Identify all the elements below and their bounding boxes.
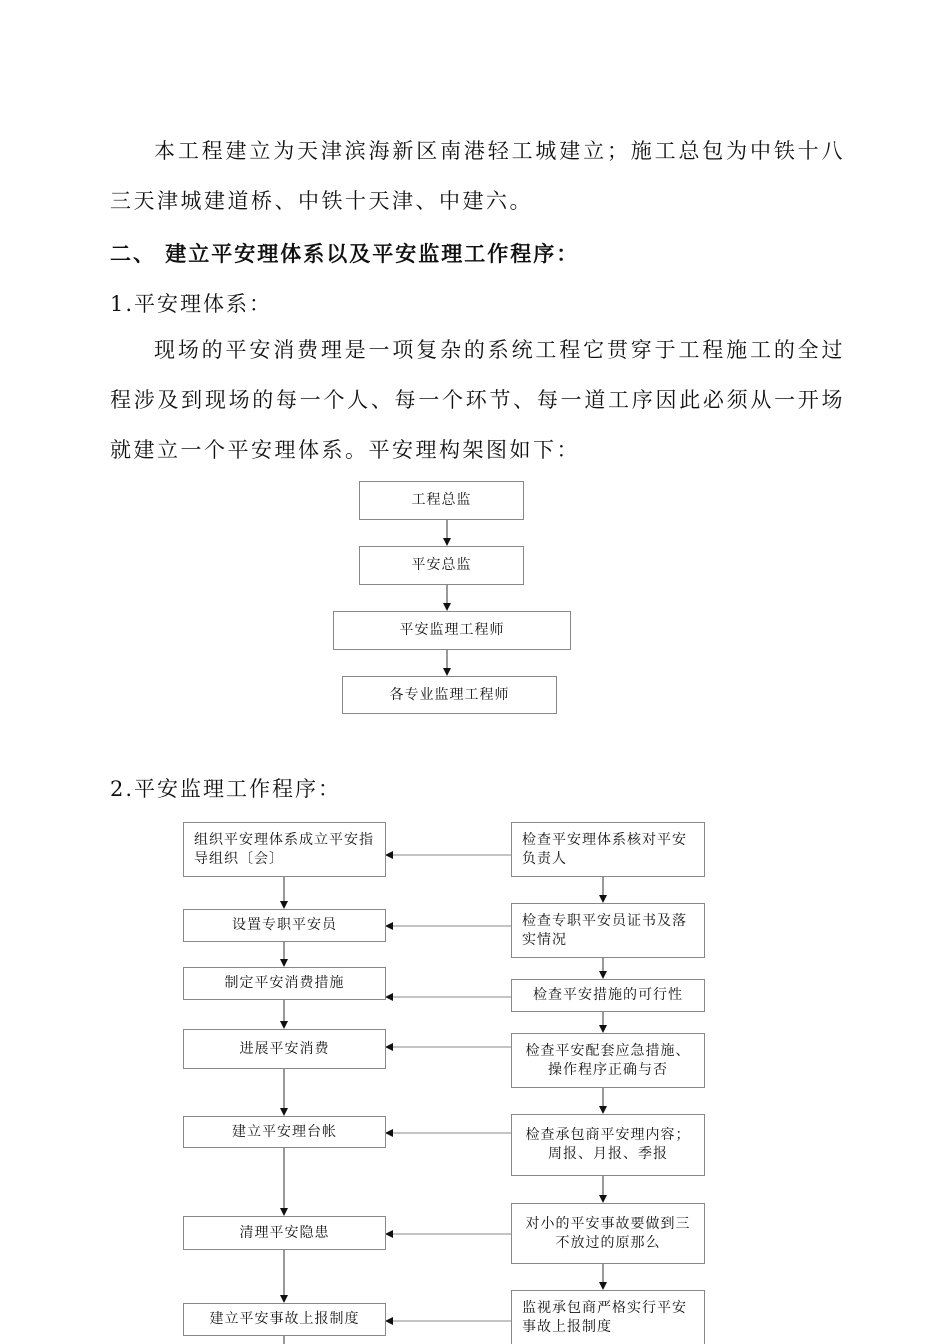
right-check-1: 检查平安理体系核对平安负责人: [511, 822, 705, 877]
org-node-specialty-engineers: 各专业监理工程师: [342, 676, 557, 714]
subsection-title-system: 1.平安理体系：: [110, 292, 273, 316]
left-step-4: 进展平安消费: [183, 1029, 386, 1069]
right-check-3: 检查平安措施的可行性: [511, 979, 705, 1012]
org-node-safety-engineer: 平安监理工程师: [333, 611, 571, 650]
left-step-5: 建立平安理台帐: [183, 1116, 386, 1148]
left-step-7: 建立平安事故上报制度: [183, 1303, 386, 1336]
right-check-7: 监视承包商严格实行平安事故上报制度: [511, 1290, 705, 1344]
left-step-1: 组织平安理体系成立平安指导组织〔会〕: [183, 822, 386, 877]
org-node-safety-director: 平安总监: [359, 546, 524, 585]
left-step-6: 清理平安隐患: [183, 1216, 386, 1250]
section-heading: 二、 建立平安理体系以及平安监理工作程序：: [110, 241, 580, 266]
procedure-title: 2.平安监理工作程序：: [110, 777, 342, 801]
right-check-6: 对小的平安事故要做到三不放过的原那么: [511, 1203, 705, 1264]
intro-paragraph: 本工程建立为天津滨海新区南港轻工城建立；施工总包为中铁十八三天津城建道桥、中铁十天津、中建六。: [110, 139, 845, 213]
system-paragraph: 现场的平安消费理是一项复杂的系统工程它贯穿于工程施工的全过程涉及到现场的每一个人、每一个环节、每一道工序因此必须从一开场就建立一个平安理体系。平安理构架图如下：: [110, 338, 845, 462]
right-check-5: 检查承包商平安理内容；周报、月报、季报: [511, 1114, 705, 1176]
org-node-chief-supervisor: 工程总监: [359, 481, 524, 520]
left-step-2: 设置专职平安员: [183, 909, 386, 942]
left-step-3: 制定平安消费措施: [183, 967, 386, 1000]
right-check-4: 检查平安配套应急措施、操作程序正确与否: [511, 1033, 705, 1088]
right-check-2: 检查专职平安员证书及落实情况: [511, 903, 705, 958]
